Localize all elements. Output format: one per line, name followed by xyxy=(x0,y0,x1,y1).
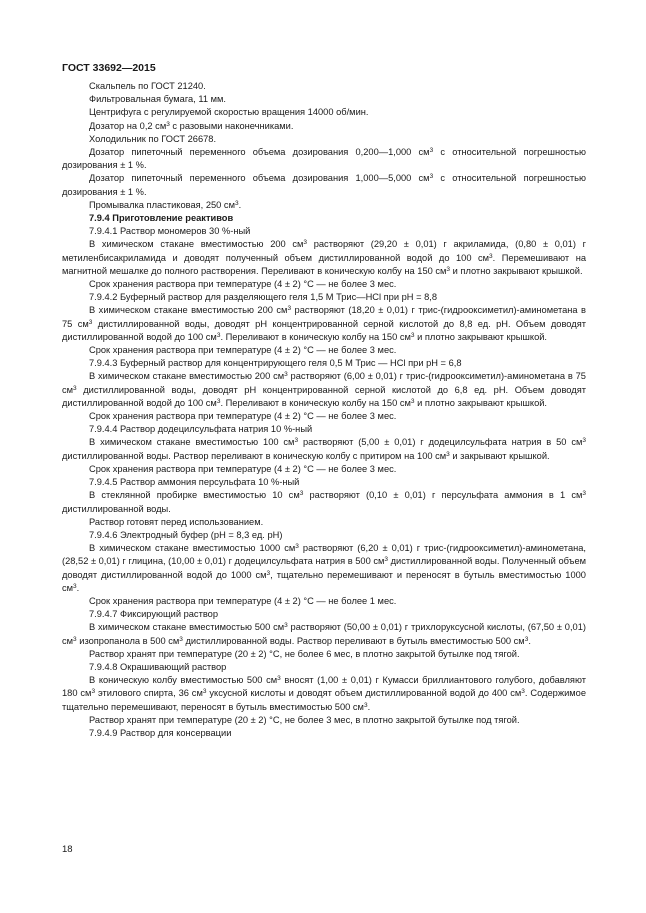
subsection-heading: 7.9.4.2 Буферный раствор для разделяющего геля 1,5 М Трис—HCl при pH = 8,8 xyxy=(89,292,438,303)
section-heading: 7.9.4 Приготовление реактивов xyxy=(89,213,234,224)
paragraph: Дозатор на 0,2 $см^3$ с разовыми наконечниками. xyxy=(89,120,294,131)
paragraph: В химическом стакане вместимостью 200 $см^3$ растворяют (6,00 ± 0,01) г трис-(гидрооксиметил)-аминометана в 75 $см^3$ дистиллированной воды, доводят pH концентрированной серной кислотой до 6,8 ед. pH. Объем доводят дистиллированной водой до 100 $см^3$. Переливают в коническую колбу на 150 $см^3$ и плотно закрывают крышкой. xyxy=(62,371,586,408)
subsection-heading: 7.9.4.9 Раствор для консервации xyxy=(89,727,232,738)
subsection-heading: 7.9.4.3 Буферный раствор для концентрирующего геля 0,5 М Трис — HCl при pH = 6,8 xyxy=(89,358,462,369)
subsection-heading: 7.9.4.5 Раствор аммония персульфата 10 %-ный xyxy=(89,477,300,488)
paragraph: В химическом стакане вместимостью 200 $см^3$ растворяют (29,20 ± 0,01) г акриламида, (0,80 ± 0,01) г метиленбисакриламида и доводят полученный объем дистиллированной водой до 100 $см^3$. Перемешивают на магнитной мешалке до полного растворения. Переливают в коническую колбу на 150 $см^3$ и плотно закрывают крышкой. xyxy=(62,239,586,276)
paragraph: Центрифуга с регулируемой скоростью вращения 14000 об/мин. xyxy=(89,107,369,118)
paragraph: Холодильник по ГОСТ 26678. xyxy=(89,133,217,144)
paragraph: Раствор хранят при температуре (20 ± 2) °С, не более 3 мес, в плотно закрытой бутылке под тягой. xyxy=(89,714,520,725)
subsection-heading: 7.9.4.4 Раствор додецилсульфата натрия 10 %-ный xyxy=(89,424,313,435)
page-number: 18 xyxy=(62,844,73,855)
subsection-heading: 7.9.4.7 Фиксирующий раствор xyxy=(89,609,219,620)
paragraph: Раствор готовят перед использованием. xyxy=(89,516,264,527)
paragraph: Срок хранения раствора при температуре (4 ± 2) °С — не более 3 мес. xyxy=(89,411,397,422)
paragraph: В химическом стакане вместимостью 1000 $см^3$ растворяют (6,20 ± 0,01) г трис-(гидрооксиметил)-аминометана, (28,52 ± 0,01) г глицина, (10,00 ± 0,01) г додецилсульфата натрия в 500 $см^3$ дистиллированной воды. Полученный объем доводят дистиллированной водой до 1000 $см^3$, тщательно перемешивают и переносят в бутыль вместимостью 1000 $см^3$. xyxy=(62,543,587,593)
paragraph: Промывалка пластиковая, 250 $см^3$. xyxy=(89,199,242,210)
paragraph: Скальпель по ГОСТ 21240. xyxy=(89,81,206,91)
paragraph: Срок хранения раствора при температуре (4 ± 2) °С — не более 3 мес. xyxy=(89,345,397,356)
paragraph: Срок хранения раствора при температуре (4 ± 2) °С — не более 3 мес. xyxy=(89,463,397,474)
paragraph: В коническую колбу вместимостью 500 $см^3$ вносят (1,00 ± 0,01) г Кумасси бриллиантового голубого, добавляют 180 $см^3$ этилового спирта, 36 $см^3$ уксусной кислоты и доводят объем дистиллированной водой до 400 $см^3$. Содержимое тщательно перемешивают, переносят в бутыль вместимостью 500 $см^3$. xyxy=(62,675,586,712)
subsection-heading: 7.9.4.1 Раствор мономеров 30 %-ный xyxy=(89,226,251,237)
paragraph: Срок хранения раствора при температуре (4 ± 2) °С — не более 3 мес. xyxy=(89,279,397,290)
paragraph: Раствор хранят при температуре (20 ± 2) °С, не более 6 мес, в плотно закрытой бутылке под тягой. xyxy=(89,648,520,659)
paragraph: В химическом стакане вместимостью 500 $см^3$ растворяют (50,00 ± 0,01) г трихлоруксусной кислоты, (67,50 ± 0,01) $см^3$ изопропанола в 500 $см^3$ дистиллированной воды. Раствор переливают в бутыль вместимостью 500 $см^3$. xyxy=(62,622,586,646)
subsection-heading: 7.9.4.6 Электродный буфер (pH = 8,3 ед. pH) xyxy=(89,529,283,540)
subsection-heading: 7.9.4.8 Окрашивающий раствор xyxy=(89,661,227,672)
paragraph: Дозатор пипеточный переменного объема дозирования 0,200—1,000 $см^3$ с относительной погрешностью дозирования ± 1 %. xyxy=(62,147,586,171)
document-header: ГОСТ 33692—2015 xyxy=(62,62,156,74)
paragraph: В стеклянной пробирке вместимостью 10 $см^3$ растворяют (0,10 ± 0,01) г персульфата аммония в 1 $см^3$ дистиллированной воды. xyxy=(62,490,586,514)
paragraph: В химическом стакане вместимостью 200 $см^3$ растворяют (18,20 ± 0,01) г трис-(гидрооксиметил)-аминометана в 75 $см^3$ дистиллированной воды, доводят pH концентрированной серной кислотой до 8,8 ед. pH. Объем доводят дистиллированной водой до 100 $см^3$. Переливают в коническую колбу на 150 $см^3$ и плотно закрывают крышкой. xyxy=(62,305,586,342)
document-body xyxy=(62,80,586,740)
paragraph: В химическом стакане вместимостью 100 $см^3$ растворяют (5,00 ± 0,01) г додецилсульфата натрия в 50 $см^3$ дистиллированной воды. Раствор переливают в коническую колбу с притиром на 100 $см^3$ и закрывают крышкой. xyxy=(62,437,586,461)
paragraph: Дозатор пипеточный переменного объема дозирования 1,000—5,000 $см^3$ с относительной погрешностью дозирования ± 1 %. xyxy=(62,173,586,197)
paragraph: Фильтровальная бумага, 11 мм. xyxy=(89,94,226,105)
paragraph: Срок хранения раствора при температуре (4 ± 2) °С — не более 1 мес. xyxy=(89,595,397,606)
